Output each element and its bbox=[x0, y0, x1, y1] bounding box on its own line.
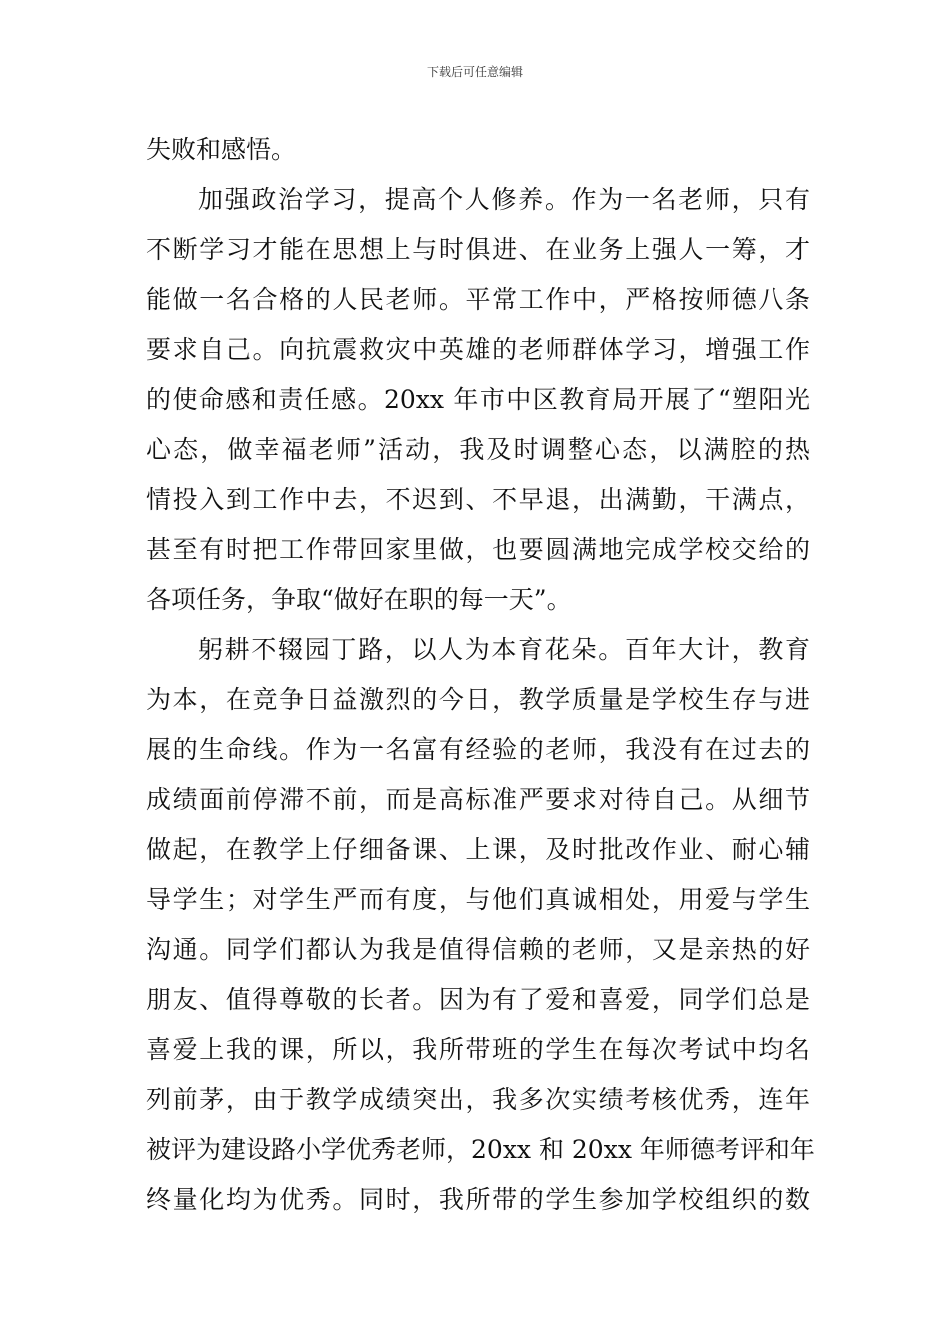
text-line: 列前茅，由于教学成绩突出，我多次实绩考核优秀，连年 bbox=[146, 1085, 810, 1114]
text-line: 失败和感悟。 bbox=[146, 135, 297, 164]
text-line: 终量化均为优秀。同时，我所带的学生参加学校组织的数 bbox=[146, 1185, 810, 1214]
text-line: 心态，做幸福老师”活动，我及时调整心态，以满腔的热 bbox=[146, 435, 810, 464]
text-line: 喜爱上我的课，所以，我所带班的学生在每次考试中均名 bbox=[146, 1035, 810, 1064]
text-line: 能做一名合格的人民老师。平常工作中，严格按师德八条 bbox=[146, 285, 810, 314]
text-line: 导学生；对学生严而有度，与他们真诚相处，用爱与学生 bbox=[146, 885, 810, 914]
text-line: 的使命感和责任感。20xx 年市中区教育局开展了“塑阳光 bbox=[146, 385, 810, 414]
paragraph-first-line: 躬耕不辍园丁路，以人为本育花朵。百年大计，教育 bbox=[198, 635, 810, 664]
text-line: 甚至有时把工作带回家里做，也要圆满地完成学校交给的 bbox=[146, 535, 810, 564]
text-line: 各项任务，争取“做好在职的每一天”。 bbox=[146, 585, 572, 614]
text-line: 不断学习才能在思想上与时俱进、在业务上强人一筹，才 bbox=[146, 235, 810, 264]
document-body bbox=[146, 125, 815, 1225]
text-line: 为本，在竞争日益激烈的今日，教学质量是学校生存与进 bbox=[146, 685, 810, 714]
paragraph-first-line: 加强政治学习，提高个人修养。作为一名老师，只有 bbox=[198, 185, 810, 214]
text-line: 被评为建设路小学优秀老师，20xx 和 20xx 年师德考评和年 bbox=[146, 1135, 815, 1164]
text-line: 做起，在教学上仔细备课、上课，及时批改作业、耐心辅 bbox=[146, 835, 810, 864]
text-line: 朋友、值得尊敬的长者。因为有了爱和喜爱，同学们总是 bbox=[146, 985, 810, 1014]
text-line: 要求自己。向抗震救灾中英雄的老师群体学习，增强工作 bbox=[146, 335, 810, 364]
page-header: 下载后可任意编辑 bbox=[426, 65, 523, 79]
text-line: 成绩面前停滞不前，而是高标准严要求对待自己。从细节 bbox=[146, 785, 810, 814]
text-line: 展的生命线。作为一名富有经验的老师，我没有在过去的 bbox=[146, 735, 810, 764]
text-line: 情投入到工作中去，不迟到、不早退，出满勤，干满点， bbox=[146, 485, 810, 514]
text-line: 沟通。同学们都认为我是值得信赖的老师，又是亲热的好 bbox=[146, 935, 810, 964]
